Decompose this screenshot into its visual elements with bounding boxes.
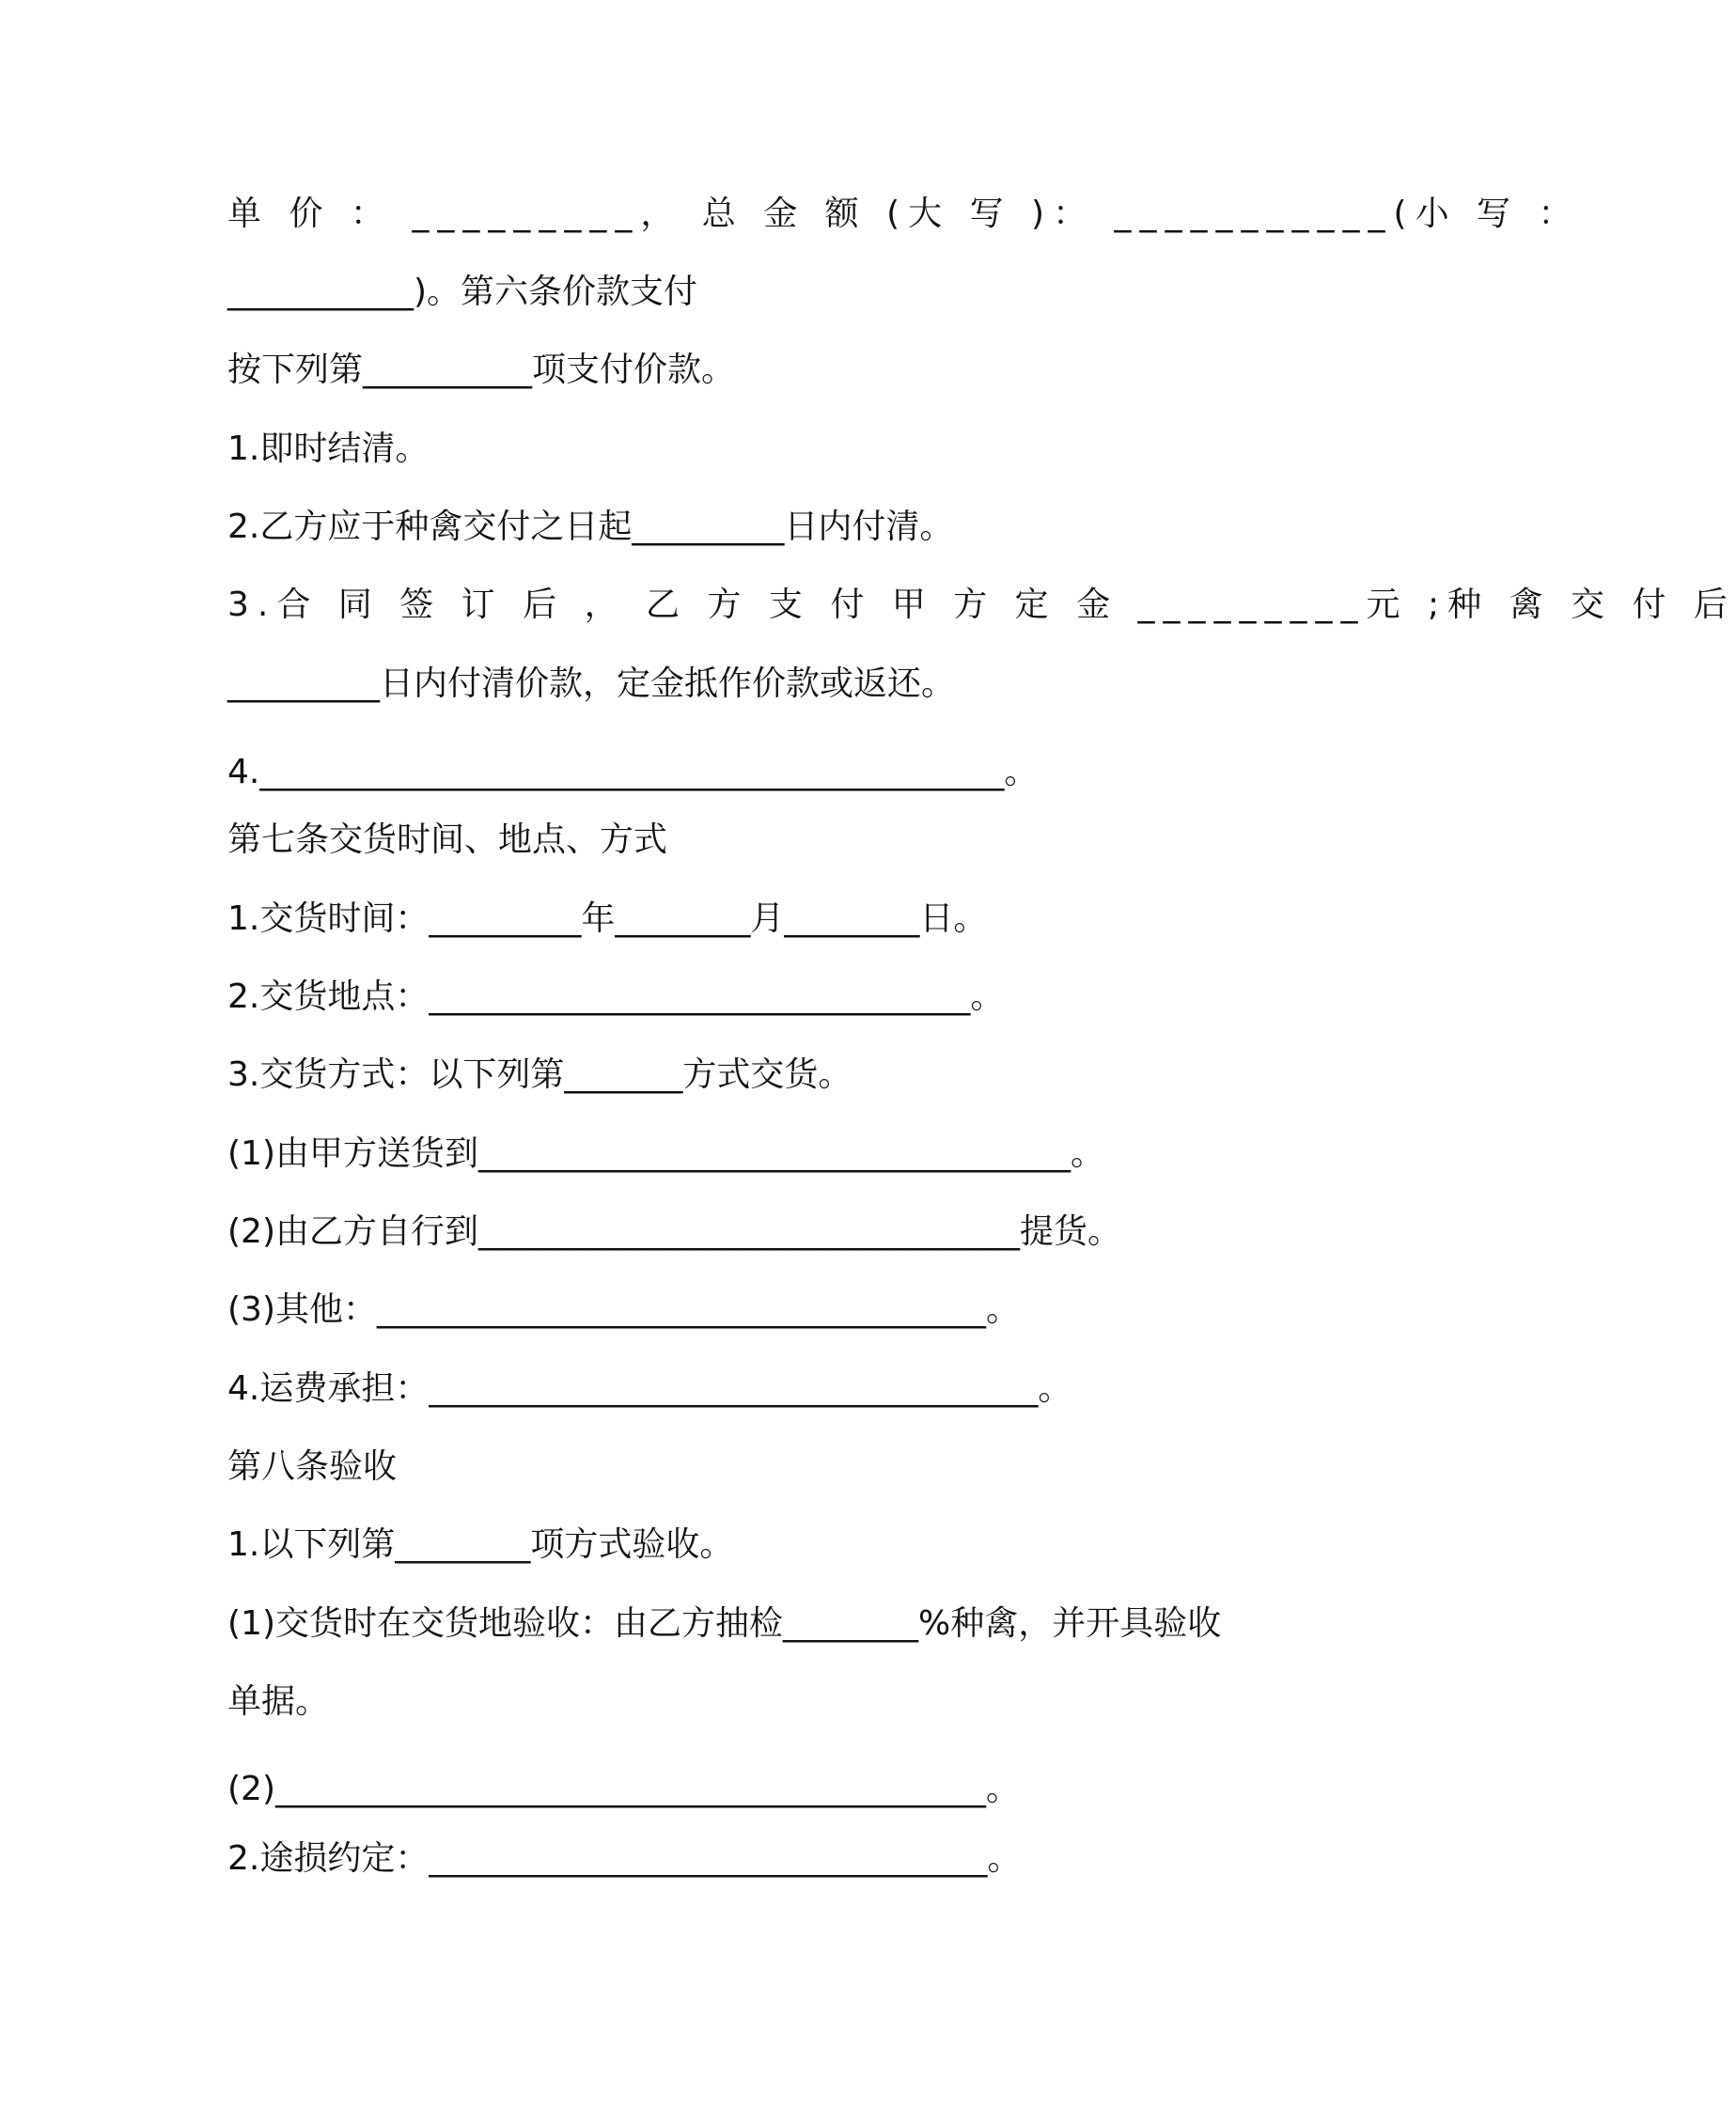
text-line: (1)交货时在交货地验收：由乙方抽检________%种禽，并开具验收 xyxy=(227,1604,1222,1643)
text-line: (2)__________________________________________。 xyxy=(227,1770,1020,1808)
text-line: 2.乙方应于种禽交付之日起_________日内付清。 xyxy=(227,508,954,546)
text-line: (1)由甲方送货到___________________________________。 xyxy=(227,1134,1104,1173)
section-heading: 第八条验收 xyxy=(227,1447,398,1486)
text-line: 4.运费承担：____________________________________。 xyxy=(227,1369,1072,1408)
text-line: (3)其他：____________________________________。 xyxy=(227,1290,1020,1329)
text-line: 2.交货地点：________________________________。 xyxy=(227,977,1005,1016)
text-line: (2)由乙方自行到________________________________提货。 xyxy=(227,1212,1121,1251)
text-line: 单据。 xyxy=(227,1682,330,1721)
text-line: 1.即时结清。 xyxy=(227,430,430,468)
text-line: 3.交货方式：以下列第_______方式交货。 xyxy=(227,1055,852,1094)
text-line: 3.合 同 签 订 后 ， 乙 方 支 付 甲 方 定 金 _________元 ;种 禽 交 付 后 xyxy=(227,586,1736,624)
section-heading: 第七条交货时间、地点、方式 xyxy=(227,820,668,859)
text-line: 1.交货时间：_________年________月________日。 xyxy=(227,899,988,938)
text-line: _________日内付清价款，定金抵作价款或返还。 xyxy=(227,664,956,703)
text-line: 按下列第__________项支付价款。 xyxy=(227,351,736,389)
text-line: 1.以下列第________项方式验收。 xyxy=(227,1525,734,1564)
text-line: 4.____________________________________________。 xyxy=(227,753,1039,791)
text-line: 2.途损约定：_________________________________。 xyxy=(227,1839,1022,1878)
text-line: 单 价 ： _________， 总 金 额 (大 写 )： ___________(小 写 ： xyxy=(227,195,1581,233)
text-line: ___________)。第六条价款支付 xyxy=(227,273,698,311)
